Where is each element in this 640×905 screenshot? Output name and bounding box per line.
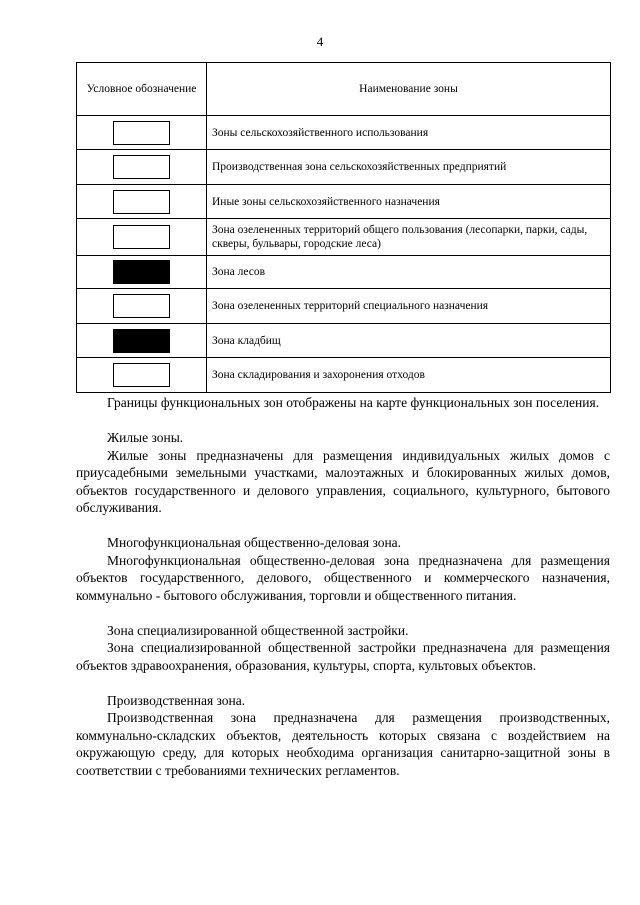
zone-swatch (113, 260, 170, 284)
legend-row (77, 185, 611, 219)
zone-swatch (113, 155, 170, 179)
zone-name: Зона складирования и захоронения отходов (207, 358, 611, 393)
legend-row (77, 219, 611, 256)
zone-name: Иные зоны сельскохозяйственного назначения (207, 185, 611, 219)
zone-swatch (113, 329, 170, 353)
zone-swatch (113, 225, 170, 249)
zone-name: Зона лесов (207, 256, 611, 289)
zone-name: Производственная зона сельскохозяйственных предприятий (207, 150, 611, 185)
residential-paragraph: Жилые зоны предназначены для размещения индивидуальных жилых домов с приусадебными земельными участками, малоэтажных и блокированных жилых домов, объектов государственного и делового управления, социального, культурного, бытового обслуживания. (76, 447, 610, 515)
multifunctional-paragraph: Многофункциональная общественно-деловая зона предназначена для размещения объектов государственного, делового, общественного и коммерческого назначения, коммунально - бытового обслуживания, торговли и общественного питания. (76, 552, 610, 603)
body-text (76, 394, 610, 779)
legend-row (77, 289, 611, 324)
legend-row (77, 324, 611, 358)
legend-row (77, 256, 611, 289)
zone-swatch (113, 121, 170, 145)
zone-name: Зона кладбищ (207, 324, 611, 358)
legend-header-row (77, 63, 611, 116)
industrial-heading: Производственная зона. (107, 692, 246, 708)
zone-swatch (113, 363, 170, 387)
zone-legend-table (76, 62, 611, 393)
zone-name: Зоны сельскохозяйственного использования (207, 116, 611, 150)
zone-name: Зона озелененных территорий специального назначения (207, 289, 611, 324)
multifunctional-heading: Многофункциональная общественно-деловая зона. (107, 535, 402, 550)
header-symbol: Условное обозначение (77, 63, 207, 116)
specialized-heading: Зона специализированной общественной застройки. (107, 622, 409, 638)
header-zone-name: Наименование зоны (207, 63, 611, 116)
legend-row (77, 358, 611, 393)
legend-row (77, 116, 611, 150)
zone-swatch (113, 294, 170, 318)
industrial-paragraph: Производственная зона предназначена для размещения производственных, коммунально-складских объектов, деятельность которых связана с воздействием на окружающую среду, для которых необходима организация санитарно-защитной зоны в соответствии с требованиями технических регламентов. (76, 710, 610, 778)
intro-paragraph: Границы функциональных зон отображены на карте функциональных зон поселения. (107, 395, 600, 410)
legend-row (77, 150, 611, 185)
page-number: 4 (316, 34, 324, 49)
residential-heading: Жилые зоны. (107, 430, 184, 445)
zone-name: Зона озелененных территорий общего пользования (лесопарки, парки, сады, скверы, бульвары, городские леса) (207, 219, 611, 256)
zone-swatch (113, 190, 170, 214)
specialized-paragraph: Зона специализированной общественной застройки предназначена для размещения объектов здравоохранения, образования, культуры, спорта, культовых объектов. (76, 640, 610, 673)
